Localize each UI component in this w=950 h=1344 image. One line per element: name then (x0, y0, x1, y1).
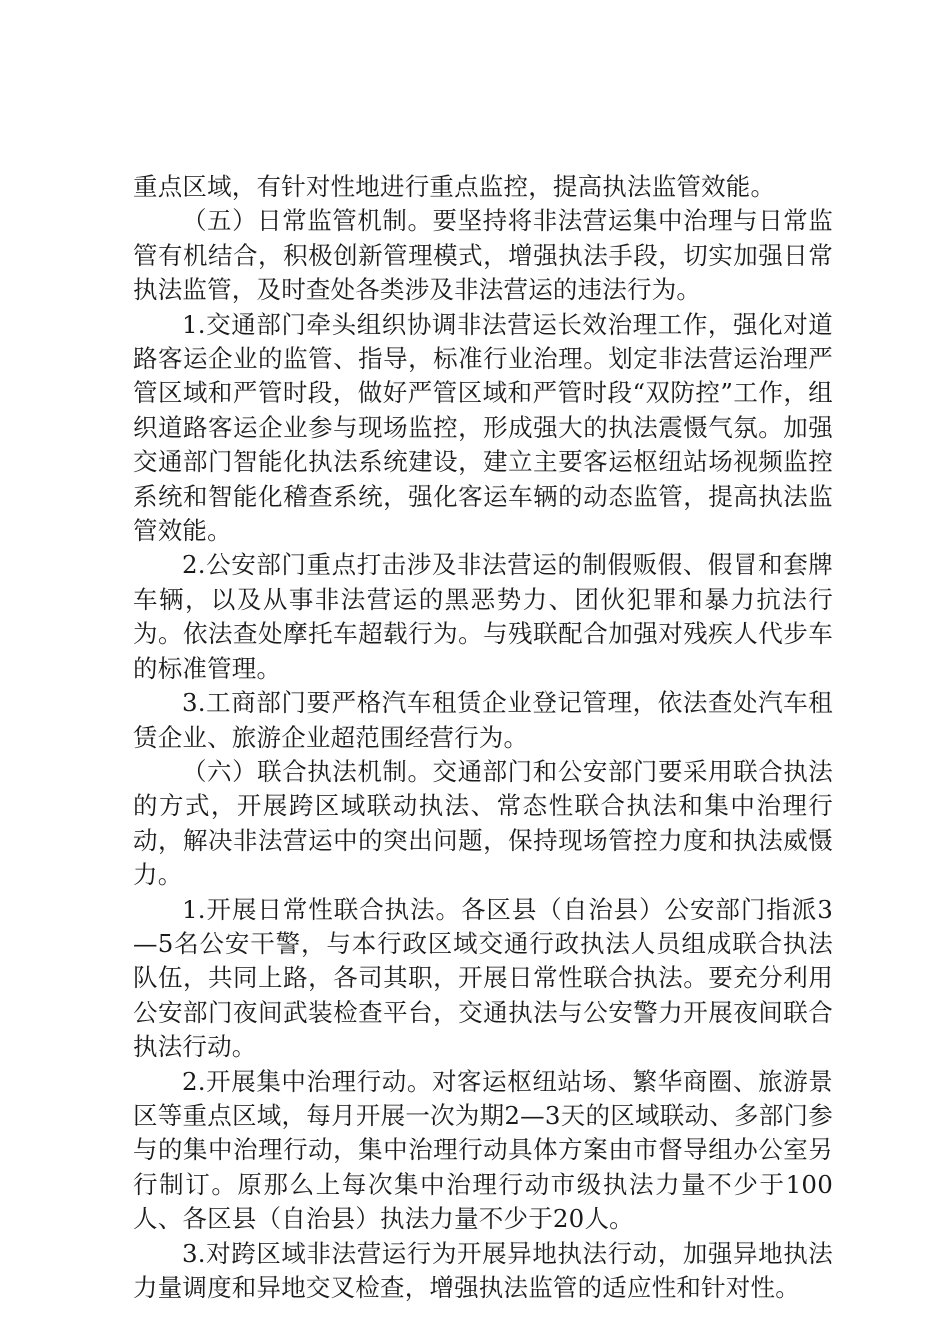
paragraph-section-6: （六）联合执法机制。交通部门和公安部门要采用联合执法的方式，开展跨区域联动执法、常态性联合执法和集中治理行动，解决非法营运中的突出问题，保持现场管控力度和执法威慑力。 (133, 756, 833, 890)
paragraph-6-item-1: 1.开展日常性联合执法。各区县（自治县）公安部门指派3—5名公安干警，与本行政区域交通行政执法人员组成联合执法队伍，共同上路，各司其职，开展日常性联合执法。要充分利用公安部门夜间武装检查平台，交通执法与公安警力开展夜间联合执法行动。 (133, 894, 833, 1062)
paragraph-5-item-1: 1.交通部门牵头组织协调非法营运长效治理工作，强化对道路客运企业的监管、指导，标准行业治理。划定非法营运治理严管区域和严管时段，做好严管区域和严管时段“双防控”工作，组织道路客运企业参与现场监控，形成强大的执法震慑气氛。加强交通部门智能化执法系统建设，建立主要客运枢纽站场视频监控系统和智能化稽查系统，强化客运车辆的动态监管，提高执法监管效能。 (133, 309, 833, 546)
document-body (133, 170, 833, 1305)
paragraph-5-item-2: 2.公安部门重点打击涉及非法营运的制假贩假、假冒和套牌车辆，以及从事非法营运的黑恶势力、团伙犯罪和暴力抗法行为。依法查处摩托车超载行为。与残联配合加强对残疾人代步车的标准管理。 (133, 550, 833, 683)
paragraph-6-item-2: 2.开展集中治理行动。对客运枢纽站场、繁华商圈、旅游景区等重点区域，每月开展一次为期2—3天的区域联动、多部门参与的集中治理行动，集中治理行动具体方案由市督导组办公室另行制订。原那么上每次集中治理行动市级执法力量不少于100人、各区县（自治县）执法力量不少于20人。 (133, 1066, 833, 1234)
paragraph-5-item-3: 3.工商部门要严格汽车租赁企业登记管理，依法查处汽车租赁企业、旅游企业超范围经营行为。 (133, 688, 833, 752)
paragraph-section-5: （五）日常监管机制。要坚持将非法营运集中治理与日常监管有机结合，积极创新管理模式，增强执法手段，切实加强日常执法监管，及时查处各类涉及非法营运的违法行为。 (133, 206, 833, 305)
paragraph-continuation: 重点区域，有针对性地进行重点监控，提高执法监管效能。 (133, 172, 776, 201)
paragraph-6-item-3: 3.对跨区域非法营运行为开展异地执法行动，加强异地执法力量调度和异地交叉检查，增强执法监管的适应性和针对性。 (133, 1238, 833, 1302)
